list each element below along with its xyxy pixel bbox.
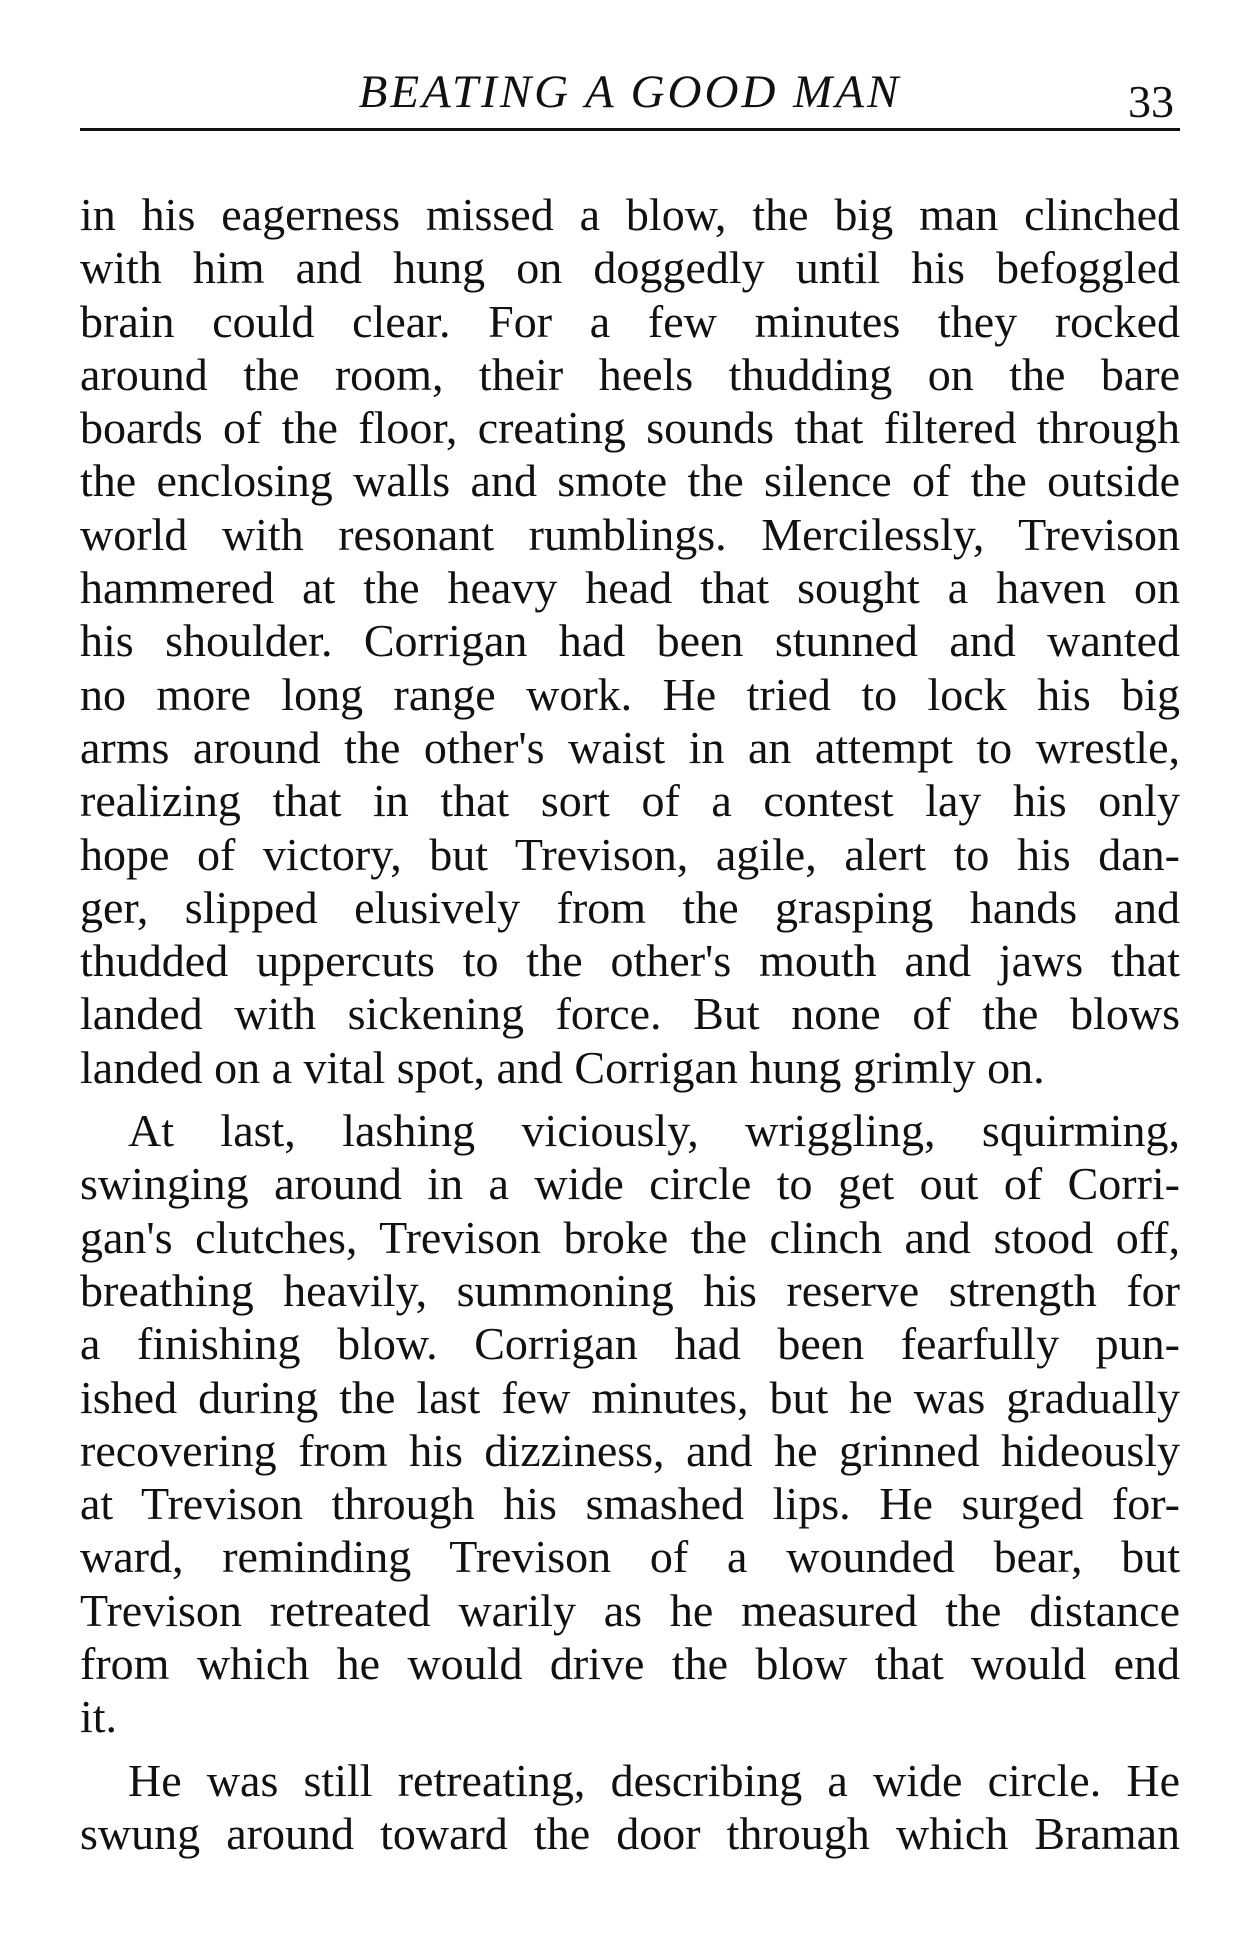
paragraph-1 xyxy=(80,188,1180,1094)
text-line: his shoulder. Corrigan had been stunned and wanted xyxy=(80,615,1180,667)
text-line: ward, reminding Trevison of a wounded bear, but xyxy=(80,1531,1180,1583)
text-line: landed with sickening force. But none of the blows xyxy=(80,988,1180,1040)
body-text xyxy=(80,188,1180,1860)
text-line: the enclosing walls and smote the silence of the outside xyxy=(80,455,1180,507)
text-line: with him and hung on doggedly until his befoggled xyxy=(80,242,1180,294)
paragraph-gap xyxy=(80,1744,1180,1754)
paragraph-3 xyxy=(80,1754,1180,1861)
text-line: it. xyxy=(80,1691,118,1743)
text-line: hammered at the heavy head that sought a haven on xyxy=(80,562,1180,614)
paragraph-2 xyxy=(80,1104,1180,1744)
text-line: arms around the other's waist in an attempt to wrestle, xyxy=(80,721,1180,773)
text-line: around the room, their heels thudding on the bare xyxy=(80,348,1180,400)
text-line: a finishing blow. Corrigan had been fearfully pun- xyxy=(80,1318,1180,1370)
text-line: Trevison retreated warily as he measured the distance xyxy=(80,1584,1180,1636)
paragraph-gap xyxy=(80,1094,1180,1104)
text-line: brain could clear. For a few minutes they rocked xyxy=(80,295,1180,347)
header-rule xyxy=(80,128,1180,131)
text-line: swinging around in a wide circle to get out of Corri- xyxy=(80,1158,1180,1210)
text-line: realizing that in that sort of a contest lay his only xyxy=(80,775,1180,827)
page-header xyxy=(80,62,1180,126)
text-line: gan's clutches, Trevison broke the clinch and stood off, xyxy=(80,1211,1180,1263)
text-line: breathing heavily, summoning his reserve strength for xyxy=(80,1264,1180,1316)
text-line: no more long range work. He tried to lock his big xyxy=(80,668,1180,720)
text-line: recovering from his dizziness, and he grinned hideously xyxy=(80,1424,1180,1476)
text-line: from which he would drive the blow that would end xyxy=(80,1638,1180,1690)
text-line: thudded uppercuts to the other's mouth and jaws that xyxy=(80,935,1180,987)
page-number: 33 xyxy=(1128,76,1174,127)
text-line: hope of victory, but Trevison, agile, alert to his dan- xyxy=(80,828,1180,880)
text-line: ished during the last few minutes, but he was gradually xyxy=(80,1371,1180,1423)
text-line: landed on a vital spot, and Corrigan hung grimly on. xyxy=(80,1041,1045,1093)
running-title: BEATING A GOOD MAN xyxy=(358,66,902,118)
text-line: in his eagerness missed a blow, the big man clinched xyxy=(80,189,1180,240)
text-line: ger, slipped elusively from the grasping hands and xyxy=(80,881,1180,933)
text-line: at Trevison through his smashed lips. He surged for- xyxy=(80,1478,1180,1530)
text-line: He was still retreating, describing a wide circle. He xyxy=(128,1754,1180,1806)
text-line: At last, lashing viciously, wriggling, squirming, xyxy=(128,1105,1180,1157)
text-line: boards of the floor, creating sounds that filtered through xyxy=(80,402,1180,454)
text-line: world with resonant rumblings. Mercilessly, Trevison xyxy=(80,508,1180,560)
text-line: swung around toward the door through which Braman xyxy=(80,1807,1180,1859)
